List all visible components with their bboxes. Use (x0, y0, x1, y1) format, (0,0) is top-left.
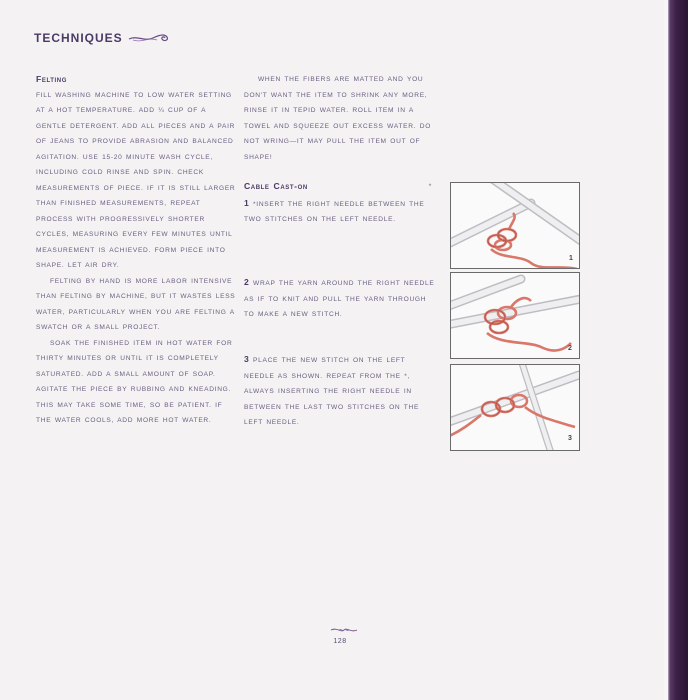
felting-paragraph-1: FILL WASHING MACHINE TO LOW WATER SETTING AT A HOT TEMPERATURE. ADD ¼ CUP OF A GENTLE DETERGENT. ADD ALL PIECES AND A PAIR OF JEANS TO PROVIDE ABRASION AND BALANCED AGITATION. USE 15-20 MINUTE WASH CYCLE, INCLUDING COLD RINSE AND SPIN. CHECK MEASUREMENTS OF PIECE. IF IT IS STILL LARGER THAN FINISHED MEASUREMENTS, REPEAT PROCESS WITH PROGRESSIVELY SHORTER CYCLES, MEASURING EVERY FEW MINUTES UNTIL MEASUREMENT IS ACHIEVED. FORM PIECE INTO SHAPE. LET AIR DRY. (36, 91, 236, 269)
section-header (34, 29, 173, 47)
step-2 (244, 275, 438, 323)
step-1-number: 1 (244, 197, 250, 208)
step-1-text: *INSERT THE RIGHT NEEDLE BETWEEN THE TWO STITCHES ON THE LEFT NEEDLE. (244, 200, 425, 223)
step-2-number: 2 (244, 277, 250, 287)
column-left (36, 72, 236, 429)
knitting-illustration-2 (451, 273, 579, 358)
cable-cast-on-heading: Cable Cast-on (244, 181, 308, 191)
step-3 (244, 352, 438, 431)
cable-cast-on-heading-row (244, 179, 438, 196)
step-2-text: WRAP THE YARN AROUND THE RIGHT NEEDLE AS IF TO KNIT AND PULL THE YARN THROUGH TO MAKE A NEW STITCH. (244, 280, 435, 318)
column-middle (244, 72, 438, 228)
swirl-ornament-icon (127, 31, 173, 45)
page-number: 128 (333, 638, 347, 645)
felting-heading: Felting (36, 74, 68, 84)
knitting-illustration-1 (451, 183, 579, 268)
figure-3-label: 3 (568, 435, 572, 442)
figure-2-label: 2 (568, 345, 572, 352)
page-edge-strip (664, 0, 668, 700)
step-1 (244, 196, 438, 228)
figure-3 (450, 364, 580, 451)
asterisk-mark: * (428, 183, 432, 190)
felting-paragraph-2: FELTING BY HAND IS MORE LABOR INTENSIVE THAN FELTING BY MACHINE, BUT IT WASTES LESS WATER, PARTICULARLY WHEN YOU ARE FELTING A SWATCH OR A SMALL PROJECT. (36, 277, 236, 331)
step-3-text: PLACE THE NEW STITCH ON THE LEFT NEEDLE AS SHOWN. REPEAT FROM THE *, ALWAYS INSERTING THE RIGHT NEEDLE IN BETWEEN THE LAST TWO STITCHES ON THE LEFT NEEDLE. (244, 357, 420, 426)
felting-paragraph-3: SOAK THE FINISHED ITEM IN HOT WATER FOR THIRTY MINUTES OR UNTIL IT IS COMPLETELY SATURATED. ADD A SMALL AMOUNT OF SOAP. AGITATE THE PIECE BY RUBBING AND KNEADING. THIS MAY TAKE SOME TIME, SO BE PATIENT. IF THE WATER COOLS, ADD MORE HOT WATER. (36, 339, 233, 424)
rinse-paragraph: WHEN THE FIBERS ARE MATTED AND YOU DON'T WANT THE ITEM TO SHRINK ANY MORE, RINSE IT IN TEPID WATER. ROLL ITEM IN A TOWEL AND SQUEEZE OUT EXCESS WATER. DO NOT WRING—IT MAY PULL THE ITEM OUT OF SHAPE! (244, 76, 432, 161)
knitting-illustration-3 (451, 365, 579, 450)
figure-1 (450, 182, 580, 269)
figure-1-label: 1 (569, 255, 573, 262)
section-title: TECHNIQUES (34, 31, 123, 45)
figure-2 (450, 272, 580, 359)
step-3-number: 3 (244, 354, 250, 364)
footer-ornament-icon (329, 626, 359, 634)
